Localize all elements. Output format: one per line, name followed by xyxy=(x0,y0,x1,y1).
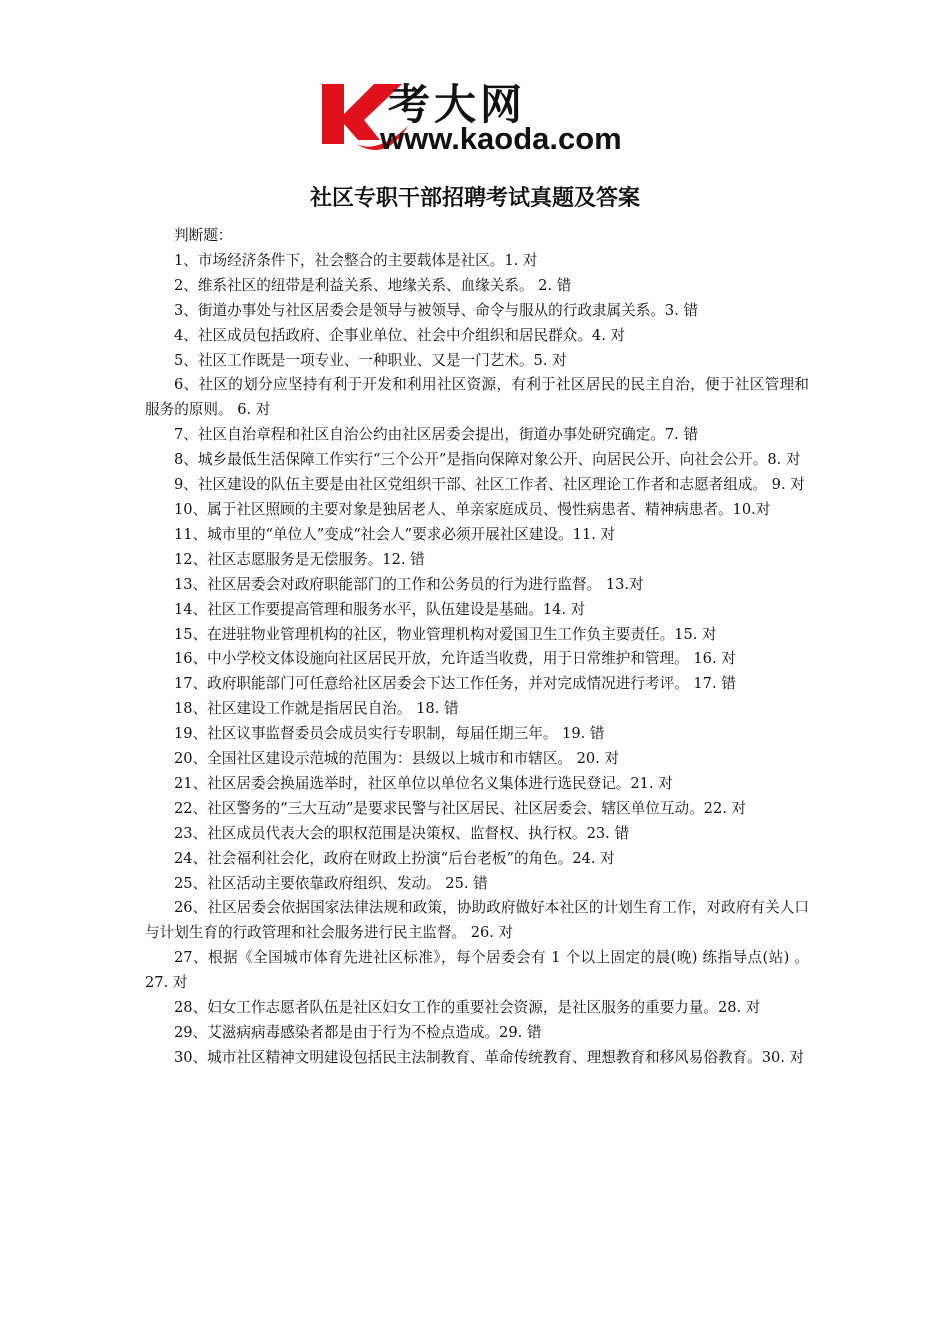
question-item: 15、在进驻物业管理机构的社区，物业管理机构对爱国卫生工作负主要责任。15. 对 xyxy=(174,625,717,643)
question-item: 19、社区议事监督委员会成员实行专职制，每届任期三年。 19. 错 xyxy=(174,725,605,743)
page-title: 社区专职干部招聘考试真题及答案 xyxy=(309,186,640,211)
question-item: 18、社区建设工作就是指居民自治。 18. 错 xyxy=(174,700,459,718)
question-item: 3、街道办事处与社区居委会是领导与被领导、命令与服从的行政隶属关系。3. 错 xyxy=(174,301,699,319)
document-body xyxy=(145,224,809,1071)
question-item: 8、城乡最低生活保障工作实行“三个公开”是指向保障对象公开、向居民公开、向社会公开。8. 对 xyxy=(174,451,801,469)
question-item: 7、社区自治章程和社区自治公约由社区居委会提出，街道办事处研究确定。7. 错 xyxy=(174,426,699,444)
question-item: 20、全国社区建设示范城的范围为：县级以上城市和市辖区。 20. 对 xyxy=(174,750,620,768)
question-item: 30、城市社区精神文明建设包括民主法制教育、革命传统教育、理想教育和移风易俗教育。30. 对 xyxy=(174,1048,805,1066)
question-item: 10、属于社区照顾的主要对象是独居老人、单亲家庭成员、慢性病患者、精神病患者。10.对 xyxy=(174,500,771,518)
question-item: 16、中小学校文体设施向社区居民开放，允许适当收费，用于日常维护和管理。 16. 对 xyxy=(174,650,736,668)
question-item: 28、妇女工作志愿者队伍是社区妇女工作的重要社会资源，是社区服务的重要力量。28. 对 xyxy=(174,999,761,1017)
question-item: 1、市场经济条件下，社会整合的主要载体是社区。1. 对 xyxy=(174,251,538,269)
question-item: 14、社区工作要提高管理和服务水平，队伍建设是基础。14. 对 xyxy=(174,600,586,618)
question-item: 12、社区志愿服务是无偿服务。12. 错 xyxy=(174,550,425,568)
question-item: 22、社区警务的“三大互动”是要求民警与社区居民、社区居委会、辖区单位互动。22. 对 xyxy=(174,799,747,817)
question-item: 24、社会福利社会化，政府在财政上扮演“后台老板”的角色。24. 对 xyxy=(174,849,615,867)
question-item: 2、维系社区的纽带是利益关系、地缘关系、血缘关系。 2. 错 xyxy=(174,276,572,294)
question-item: 26、社区居委会依据国家法律法规和政策，协助政府做好本社区的计划生育工作，对政府有关人口与计划生育的行政管理和社会服务进行民主监督。 26. 对 xyxy=(145,899,809,942)
logo-brand-name: 考大网 xyxy=(388,80,527,129)
section-heading: 判断题： xyxy=(174,227,233,244)
question-item: 23、社区成员代表大会的职权范围是决策权、监督权、执行权。23. 错 xyxy=(174,824,630,842)
question-item: 13、社区居委会对政府职能部门的工作和公务员的行为进行监督。 13.对 xyxy=(174,575,644,593)
question-item: 21、社区居委会换届选举时，社区单位以单位名义集体进行选民登记。21. 对 xyxy=(174,774,673,792)
question-item: 27、根据《全国城市体育先进社区标准》，每个居委会有 1 个以上固定的晨(晚) 练指导点(站) 。27. 对 xyxy=(145,949,809,992)
question-item: 11、城市里的“单位人”变成“社会人”要求必须开展社区建设。11. 对 xyxy=(174,525,616,543)
question-item: 29、艾滋病病毒感染者都是由于行为不检点造成。29. 错 xyxy=(174,1024,542,1041)
question-item: 9、社区建设的队伍主要是由社区党组织干部、社区工作者、社区理论工作者和志愿者组成。 9. 对 xyxy=(174,476,805,494)
logo-url: www.kaoda.com xyxy=(380,121,622,156)
question-item: 6、社区的划分应坚持有利于开发和利用社区资源，有利于社区居民的民主自治，便于社区管理和服务的原则。 6. 对 xyxy=(145,376,809,419)
question-item: 4、社区成员包括政府、企事业单位、社会中介组织和居民群众。4. 对 xyxy=(174,326,626,344)
question-item: 17、政府职能部门可任意给社区居委会下达工作任务，并对完成情况进行考评。 17. 错 xyxy=(174,675,736,693)
question-item: 25、社区活动主要依靠政府组织、发动。 25. 错 xyxy=(174,874,488,892)
question-item: 5、社区工作既是一项专业、一种职业、又是一门艺术。5. 对 xyxy=(174,351,567,369)
